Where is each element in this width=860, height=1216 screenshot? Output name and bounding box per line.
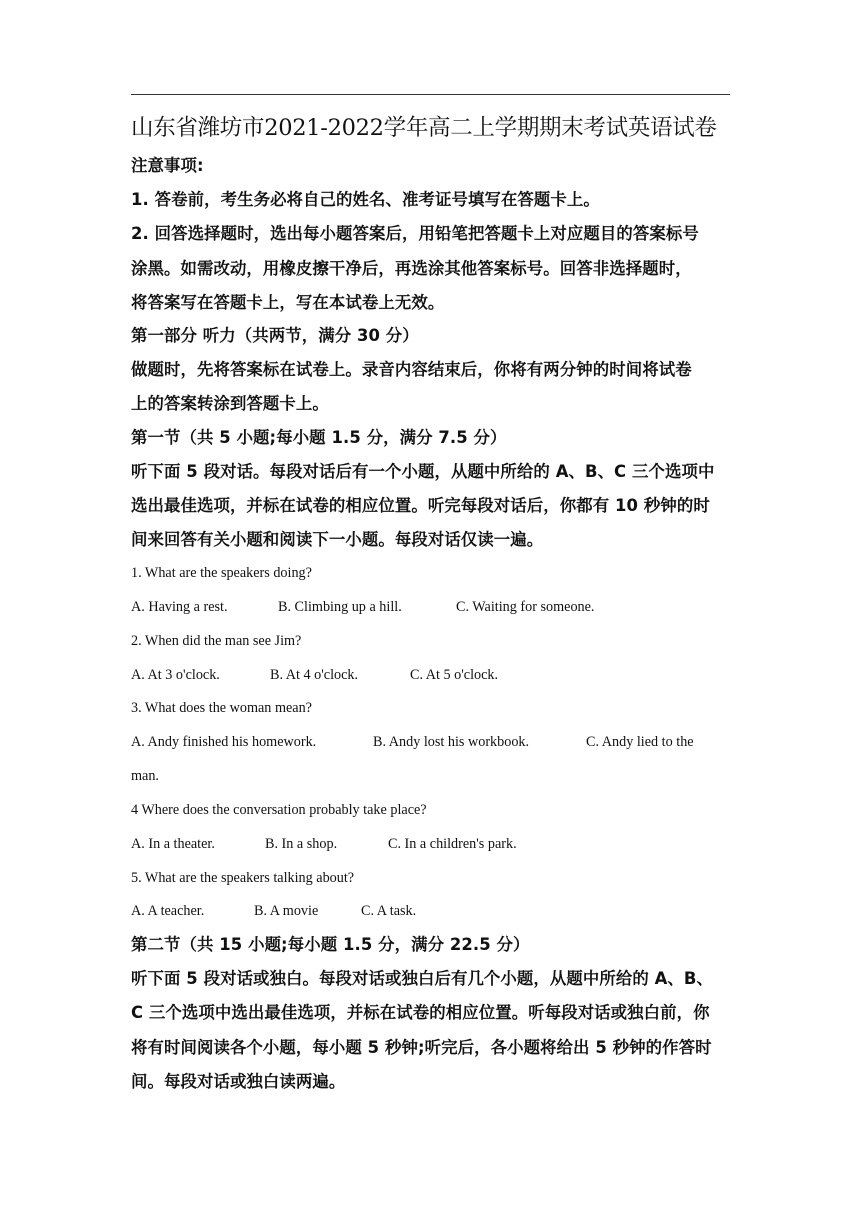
section2-intro-line-1: 听下面 5 段对话或独白。每段对话或独白后有几个小题，从题中所给的 A、B、 <box>131 969 713 988</box>
document-title: 山东省潍坊市2021-2022学年高二上学期期末考试英语试卷 <box>131 115 717 141</box>
option-a: A. Andy finished his homework. <box>131 734 317 750</box>
part1-heading: 第一部分 听力（共两节，满分 30 分） <box>131 326 419 345</box>
notice-item-2-line-2: 涂黑。如需改动，用橡皮擦干净后，再选涂其他答案标号。回答非选择题时， <box>131 259 692 278</box>
section1-intro-line-3: 间来回答有关小题和阅读下一小题。每段对话仅读一遍。 <box>131 530 544 549</box>
option-b: B. In a shop. <box>265 836 338 852</box>
section1-intro-line-1: 听下面 5 段对话。每段对话后有一个小题，从题中所给的 A、B、C 三个选项中 <box>131 462 715 481</box>
notice-item-2-line-3: 将答案写在答题卡上，写在本试卷上无效。 <box>131 293 445 312</box>
option-c-wrap: man. <box>131 768 159 784</box>
section1-intro-line-2: 选出最佳选项，并标在试卷的相应位置。听完每段对话后，你都有 10 秒钟的时 <box>131 496 710 515</box>
question-stem: 2. When did the man see Jim? <box>131 633 302 649</box>
section2-heading: 第二节（共 15 小题;每小题 1.5 分，满分 22.5 分） <box>131 935 530 954</box>
notice-item-1: 1. 答卷前，考生务必将自己的姓名、准考证号填写在答题卡上。 <box>131 190 600 209</box>
option-b: B. At 4 o'clock. <box>270 667 359 683</box>
option-b: B. Andy lost his workbook. <box>373 734 530 750</box>
option-c: C. Waiting for someone. <box>456 599 595 615</box>
option-a: A. In a theater. <box>131 836 215 852</box>
section1-heading: 第一节（共 5 小题;每小题 1.5 分，满分 7.5 分） <box>131 428 507 447</box>
option-a: A. Having a rest. <box>131 599 228 615</box>
top-rule <box>131 94 730 95</box>
notice-item-2-line-1: 2. 回答选择题时，选出每小题答案后，用铅笔把答题卡上对应题目的答案标号 <box>131 224 699 243</box>
question-stem: 3. What does the woman mean? <box>131 700 312 716</box>
option-b: B. A movie <box>254 903 319 919</box>
section2-intro-line-3: 将有时间阅读各个小题，每小题 5 秒钟;听完后，各小题将给出 5 秒钟的作答时 <box>131 1038 712 1057</box>
part1-intro-line-2: 上的答案转涂到答题卡上。 <box>131 394 329 413</box>
option-c: C. At 5 o'clock. <box>410 667 499 683</box>
option-b: B. Climbing up a hill. <box>278 599 402 615</box>
part1-intro-line-1: 做题时，先将答案标在试卷上。录音内容结束后，你将有两分钟的时间将试卷 <box>131 360 692 379</box>
option-c: C. Andy lied to the <box>586 734 694 750</box>
option-c: C. A task. <box>361 903 417 919</box>
notice-heading: 注意事项: <box>131 156 204 175</box>
option-a: A. At 3 o'clock. <box>131 667 220 683</box>
question-stem: 4 Where does the conversation probably take place? <box>131 802 427 818</box>
section2-intro-line-4: 间。每段对话或独白读两遍。 <box>131 1072 346 1091</box>
section2-intro-line-2: C 三个选项中选出最佳选项，并标在试卷的相应位置。听每段对话或独白前，你 <box>131 1003 710 1022</box>
question-stem: 5. What are the speakers talking about? <box>131 870 355 886</box>
question-stem: 1. What are the speakers doing? <box>131 565 312 581</box>
option-c: C. In a children's park. <box>388 836 517 852</box>
option-a: A. A teacher. <box>131 903 205 919</box>
